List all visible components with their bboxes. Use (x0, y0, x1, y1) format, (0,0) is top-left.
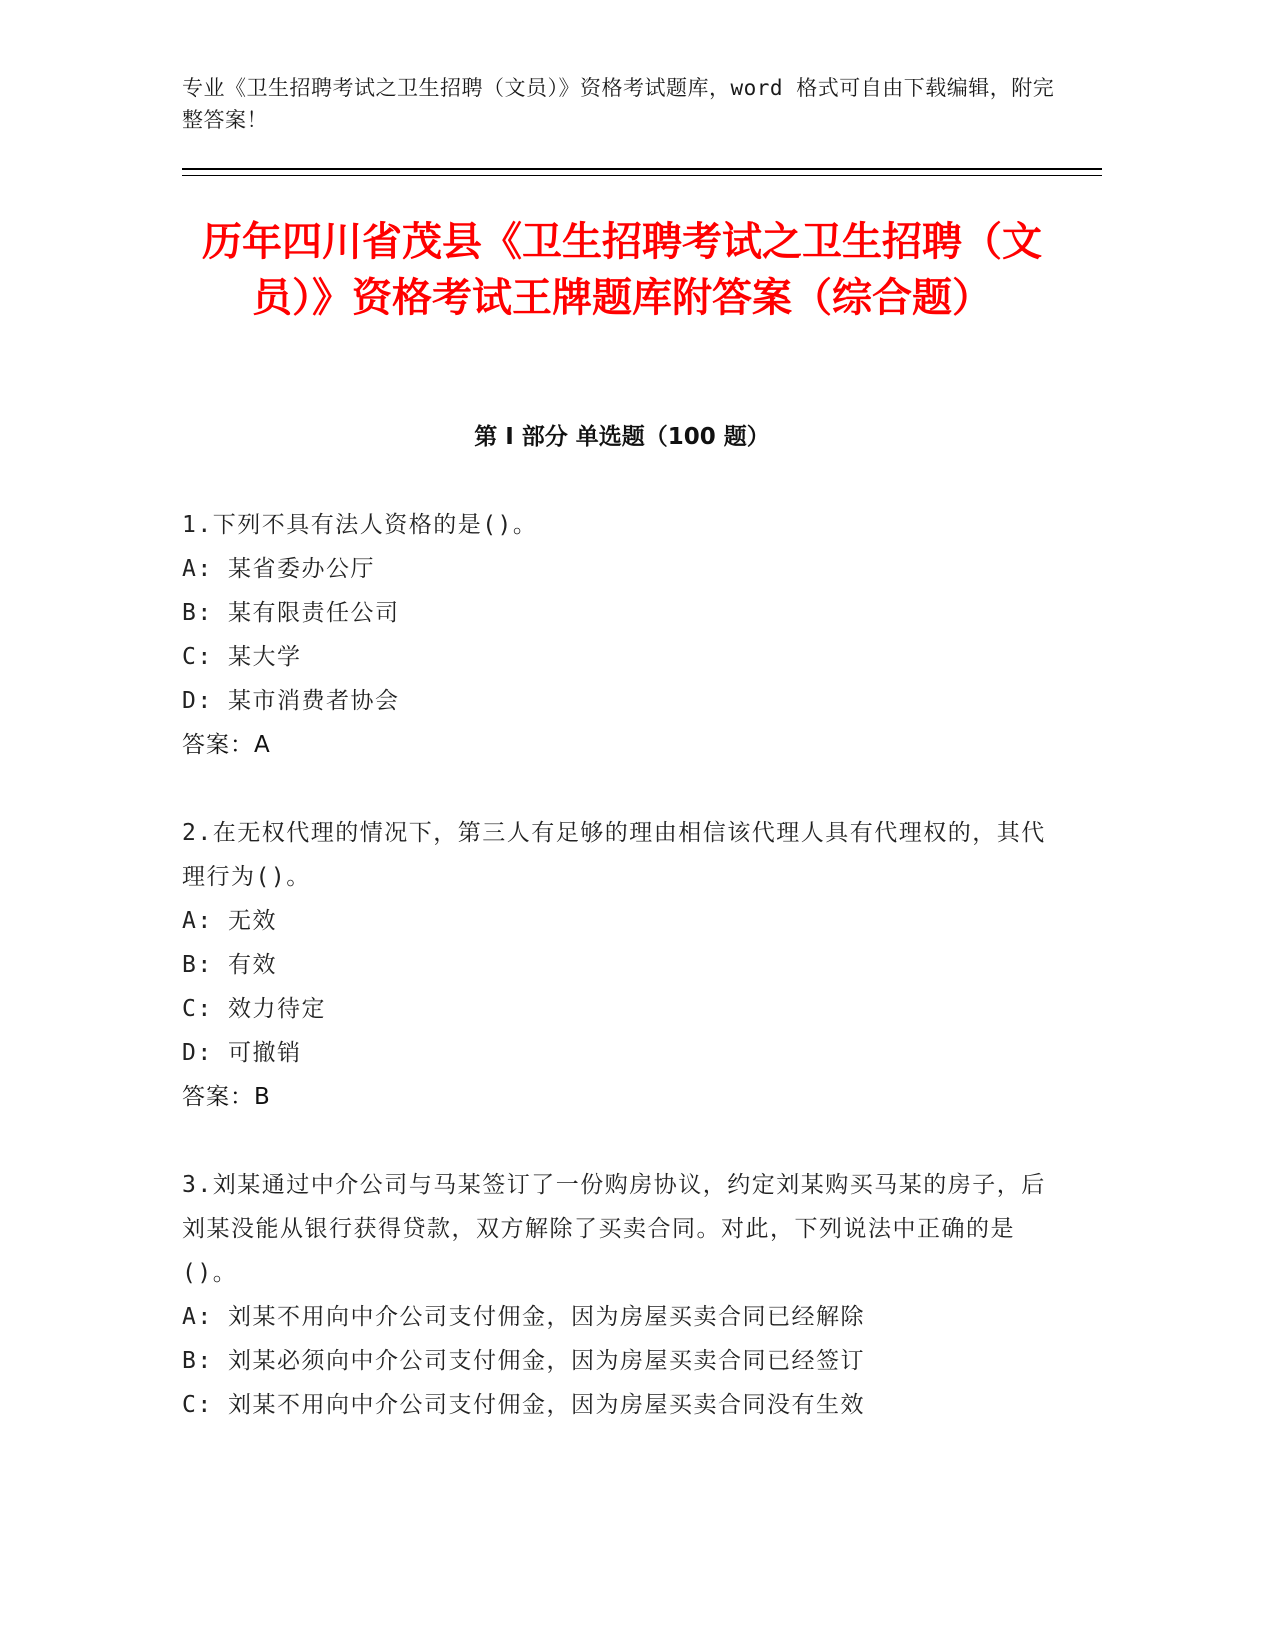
option-a: A: 刘某不用向中介公司支付佣金，因为房屋买卖合同已经解除 (182, 1304, 866, 1330)
question-list (182, 503, 1062, 1471)
header-divider-thin (182, 175, 1102, 176)
option-a: A: 无效 (182, 908, 278, 934)
question-1 (182, 503, 1062, 767)
option-d: D: 某市消费者协会 (182, 688, 400, 714)
option-c: C: 某大学 (182, 644, 302, 670)
option-a: A: 某省委办公厅 (182, 556, 376, 582)
answer: 答案：A (182, 732, 271, 758)
question-stem: 2.在无权代理的情况下，第三人有足够的理由相信该代理人具有代理权的，其代理行为()。 (182, 820, 1046, 890)
header-note: 专业《卫生招聘考试之卫生招聘（文员）》资格考试题库，word 格式可自由下载编辑，附完整答案！ (182, 76, 1055, 132)
option-b: B: 某有限责任公司 (182, 600, 400, 626)
header-divider-thick (182, 168, 1102, 170)
option-c: C: 刘某不用向中介公司支付佣金，因为房屋买卖合同没有生效 (182, 1392, 866, 1418)
option-b: B: 有效 (182, 952, 278, 978)
question-3 (182, 1163, 1062, 1427)
question-stem: 1.下列不具有法人资格的是()。 (182, 512, 538, 538)
option-c: C: 效力待定 (182, 996, 327, 1022)
answer: 答案：B (182, 1084, 271, 1110)
option-d: D: 可撤销 (182, 1040, 302, 1066)
question-2 (182, 811, 1062, 1119)
document-title: 历年四川省茂县《卫生招聘考试之卫生招聘（文员）》资格考试王牌题库附答案（综合题） (202, 219, 1042, 321)
option-b: B: 刘某必须向中介公司支付佣金，因为房屋买卖合同已经签订 (182, 1348, 866, 1374)
question-stem: 3.刘某通过中介公司与马某签订了一份购房协议，约定刘某购买马某的房子，后刘某没能从银行获得贷款，双方解除了买卖合同。对此，下列说法中正确的是()。 (182, 1172, 1046, 1286)
section-title: 第 I 部分 单选题（100 题） (474, 424, 770, 450)
